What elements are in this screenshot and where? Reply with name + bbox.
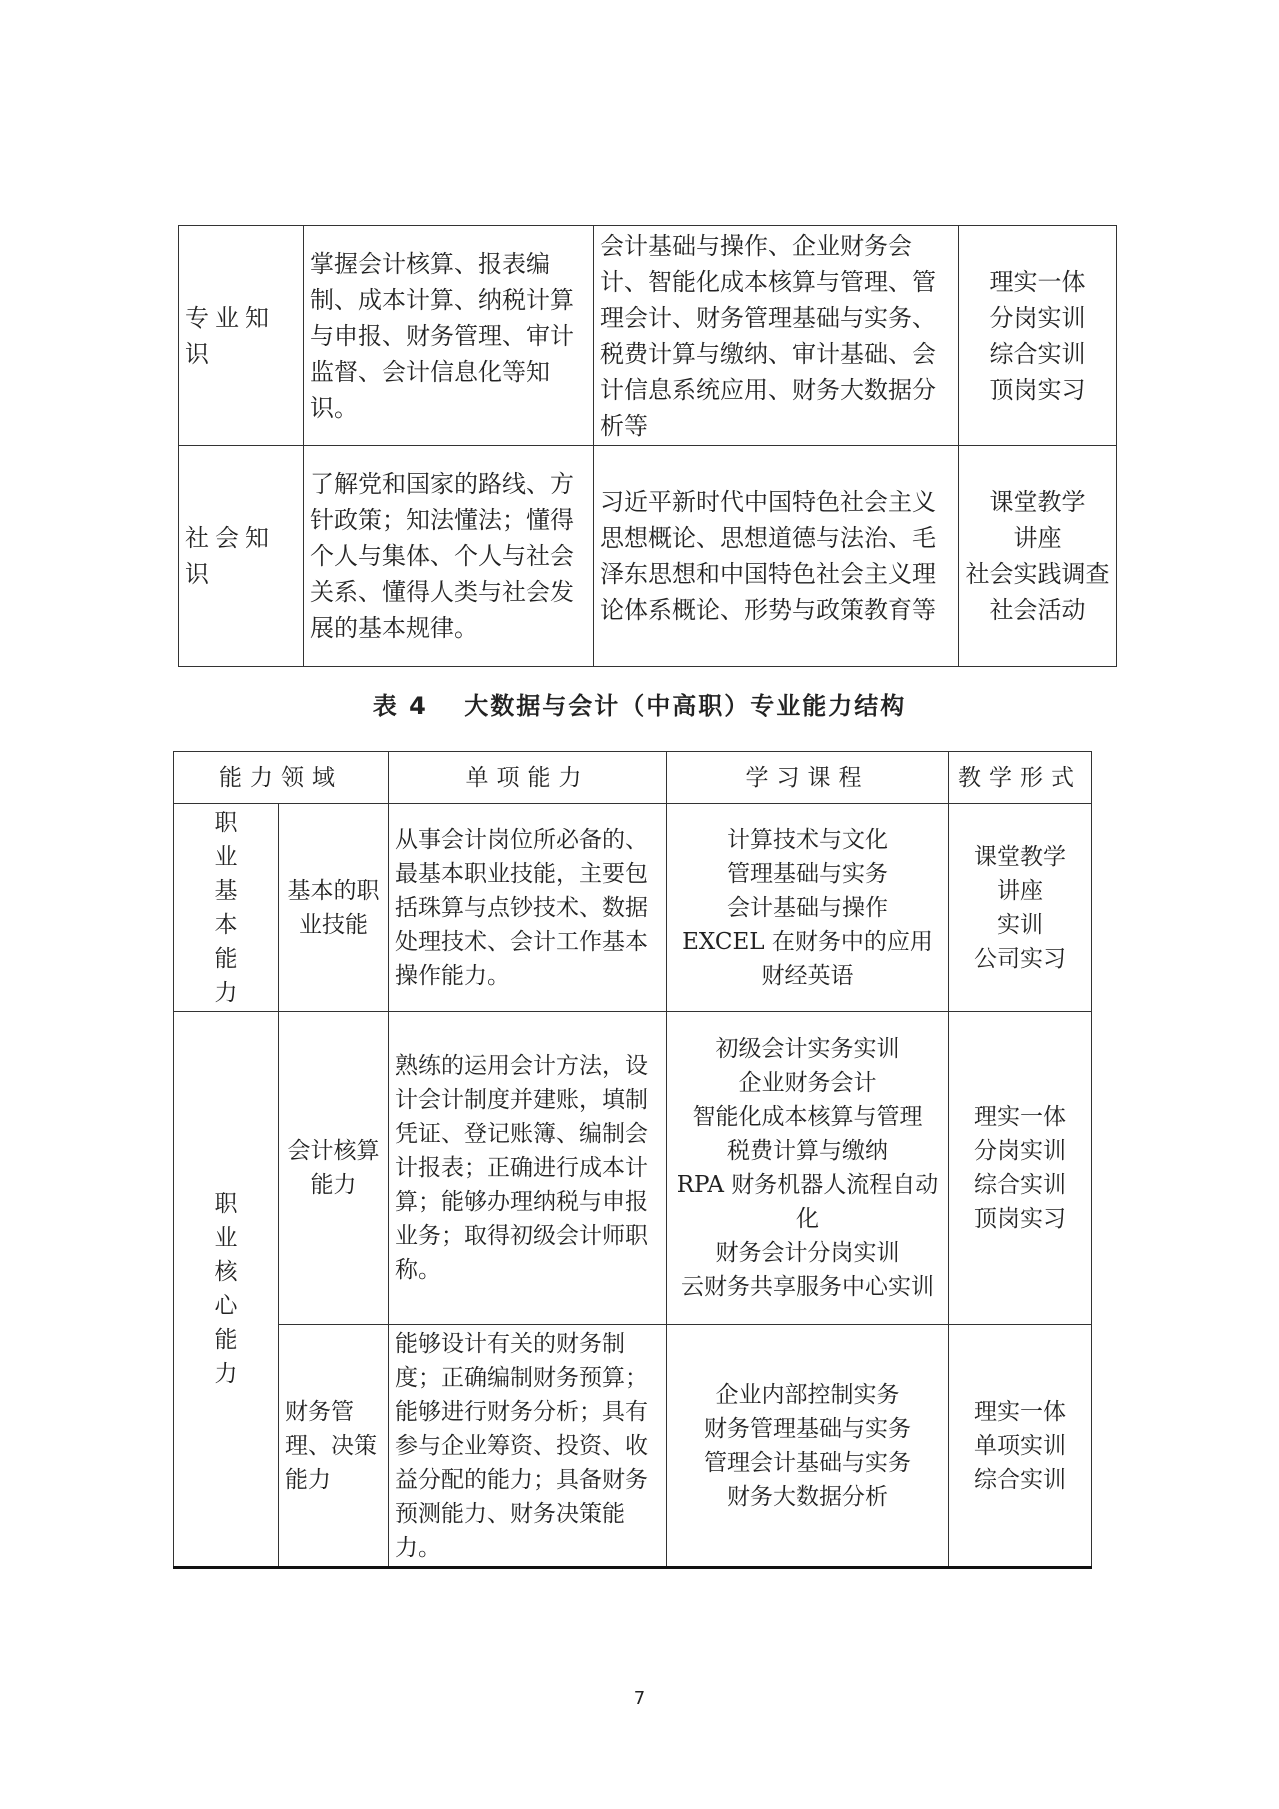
- ability-description: 从事会计岗位所必备的、最基本职业技能，主要包括珠算与点钞技术、数据处理技术、会计工作基本操作能力。: [389, 804, 667, 1012]
- table-row: [179, 226, 1117, 446]
- course-item: 智能化成本核算与管理: [692, 1104, 923, 1130]
- header-single-ability: 单项能力: [389, 752, 667, 804]
- domain-char: 力: [214, 1361, 238, 1387]
- domain-char: 力: [214, 979, 238, 1006]
- ability-description: 熟练的运用会计方法，设计会计制度并建账，填制凭证、登记账簿、编制会计报表；正确进行成本计算；能够办理纳税与申报业务；取得初级会计师职称。: [389, 1012, 667, 1325]
- course-list: [667, 1012, 949, 1325]
- sub-ability: 财务管理、决策能力: [279, 1325, 389, 1568]
- course-item: 管理基础与实务: [727, 860, 888, 887]
- table-caption: 表 4 大数据与会计（中高职）专业能力结构: [372, 692, 907, 720]
- form-item: 分岗实训: [974, 1138, 1066, 1164]
- form-item: 课堂教学: [989, 488, 1086, 516]
- header-ability-area: 能力领域: [174, 752, 389, 804]
- form-item: 理实一体: [989, 267, 1086, 296]
- form-item: 分岗实训: [989, 303, 1086, 332]
- course-item: 初级会计实务实训: [715, 1036, 900, 1062]
- header-courses: 学习课程: [667, 752, 949, 804]
- domain-char: 本: [214, 911, 238, 938]
- form-item: 公司实习: [974, 945, 1066, 972]
- form-item: 综合实训: [974, 1466, 1066, 1493]
- course-item: 财经英语: [761, 962, 854, 989]
- course-item: 计算技术与文化: [727, 826, 888, 853]
- course-item: 财务大数据分析: [727, 1483, 888, 1510]
- form-item: 综合实训: [974, 1172, 1066, 1198]
- course-item: EXCEL 在财务中的应用: [682, 928, 933, 955]
- table-row: [174, 1325, 1092, 1568]
- knowledge-forms: [959, 226, 1117, 446]
- form-item: 理实一体: [974, 1398, 1066, 1425]
- header-teaching-form: 教学形式: [949, 752, 1092, 804]
- knowledge-courses: 会计基础与操作、企业财务会计、智能化成本核算与管理、管理会计、财务管理基础与实务、税费计算与缴纳、审计基础、会计信息系统应用、财务大数据分析等: [594, 226, 959, 446]
- domain-char: 能: [214, 945, 238, 972]
- sub-ability: 会计核算能力: [279, 1012, 389, 1325]
- form-item: 实训: [997, 911, 1043, 938]
- teaching-forms: [949, 804, 1092, 1012]
- sub-ability: 基本的职业技能: [279, 804, 389, 1012]
- course-item: 税费计算与缴纳: [727, 1138, 888, 1164]
- teaching-forms: [949, 1325, 1092, 1568]
- domain-char: 业: [214, 843, 238, 870]
- course-item: 企业内部控制实务: [715, 1381, 900, 1408]
- knowledge-requirement: 掌握会计核算、报表编制、成本计算、纳税计算与申报、财务管理、审计监督、会计信息化等知识。: [304, 226, 594, 446]
- form-item: 社会活动: [989, 596, 1086, 624]
- domain-char: 业: [214, 1225, 238, 1251]
- knowledge-table: [178, 225, 1117, 667]
- knowledge-area: 社会知识: [179, 446, 304, 667]
- course-item: 会计基础与操作: [727, 894, 888, 921]
- page-number: 7: [633, 1688, 646, 1709]
- course-item: RPA 财务机器人流程自动化: [676, 1172, 939, 1232]
- form-item: 理实一体: [974, 1104, 1066, 1130]
- course-item: 企业财务会计: [738, 1070, 877, 1096]
- form-item: 课堂教学: [974, 843, 1066, 870]
- form-item: 综合实训: [989, 339, 1086, 368]
- table-row: [174, 804, 1092, 1012]
- knowledge-courses: 习近平新时代中国特色社会主义思想概论、思想道德与法治、毛泽东思想和中国特色社会主义理论体系概论、形势与政策教育等: [594, 446, 959, 667]
- teaching-forms: [949, 1012, 1092, 1325]
- course-item: 财务会计分岗实训: [715, 1240, 900, 1266]
- domain-char: 心: [214, 1293, 238, 1319]
- ability-description: 能够设计有关的财务制度；正确编制财务预算；能够进行财务分析；具有参与企业筹资、投资、收益分配的能力；具备财务预测能力、财务决策能力。: [389, 1325, 667, 1568]
- course-item: 云财务共享服务中心实训: [681, 1274, 934, 1300]
- domain-char: 职: [214, 809, 238, 836]
- ability-table: [173, 751, 1092, 1569]
- form-item: 单项实训: [974, 1432, 1066, 1459]
- form-item: 社会实践调查: [965, 560, 1110, 588]
- domain-core: [174, 1012, 279, 1568]
- course-list: [667, 804, 949, 1012]
- knowledge-area: 专业知识: [179, 226, 304, 446]
- form-item: 顶岗实习: [974, 1206, 1066, 1232]
- knowledge-requirement: 了解党和国家的路线、方针政策；知法懂法；懂得个人与集体、个人与社会关系、懂得人类与社会发展的基本规律。: [304, 446, 594, 667]
- form-item: 顶岗实习: [989, 375, 1086, 404]
- domain-char: 能: [214, 1327, 238, 1353]
- domain-char: 基: [214, 877, 238, 904]
- domain-char: 核: [214, 1259, 238, 1285]
- domain-char: 职: [214, 1191, 238, 1217]
- course-item: 财务管理基础与实务: [704, 1415, 911, 1442]
- table-row: [179, 446, 1117, 667]
- table-header-row: [174, 752, 1092, 804]
- form-item: 讲座: [1013, 524, 1062, 552]
- course-list: [667, 1325, 949, 1568]
- table-row: [174, 1012, 1092, 1325]
- domain-basic: [174, 804, 279, 1012]
- knowledge-forms: [959, 446, 1117, 667]
- form-item: 讲座: [997, 877, 1043, 904]
- course-item: 管理会计基础与实务: [704, 1449, 911, 1476]
